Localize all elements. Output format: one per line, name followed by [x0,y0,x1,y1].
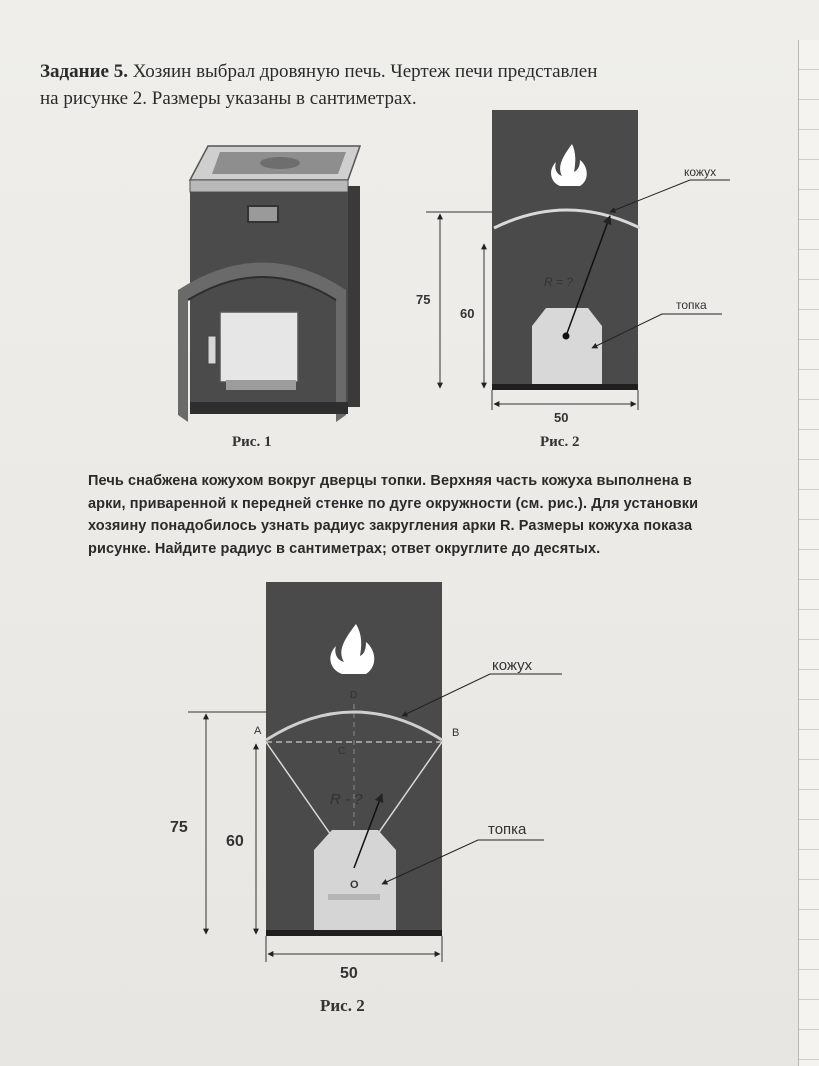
casing-label: кожух [684,165,717,179]
figure-1-caption: Рис. 1 [232,434,272,450]
dim-height-outer: 75 [170,819,188,836]
problem-line-3: хозяину понадобилось узнать радиус закругления арки R. Размеры кожуха показа [88,518,693,534]
problem-line-1: Печь снабжена кожухом вокруг дверцы топки. Верхняя часть кожуха выполнена в [88,473,692,489]
problem-text [88,470,788,560]
figure-2-bottom-caption: Рис. 2 [320,996,365,1015]
figure-2-bottom-drawing [160,576,580,996]
point-b-label: B [452,727,460,739]
firebox [532,308,602,388]
dim-height-outer: 75 [416,292,431,307]
figure-2-top-caption: Рис. 2 [540,434,580,450]
casing-label: кожух [492,657,533,674]
problem-line-4: рисунке. Найдите радиус в сантиметрах; ответ округлите до десятых. [88,540,601,557]
firebox-label: топка [488,821,527,838]
point-c-label: C [338,746,346,757]
dim-width: 50 [340,965,358,982]
firebox-label: топка [676,298,707,312]
dim-height-inner: 60 [226,833,244,850]
point-d-label: D [350,690,358,701]
notebook-page-edge [798,40,819,1066]
figure-2-top-drawing [400,104,740,434]
dim-width: 50 [554,410,569,425]
point-o-label: O [350,879,359,891]
radius-label: R - ? [330,791,363,808]
figure-1-stove [168,140,368,430]
point-a-label: A [254,725,262,737]
radius-label: R = ? [544,275,574,289]
problem-line-2: арки, приваренной к передней стенке по дуге окружности (см. рис.). Для установки [88,495,699,512]
task-number: Задание 5. [40,61,128,82]
dim-height-inner: 60 [460,306,475,321]
task-line-2: на рисунке 2. Размеры указаны в сантиметрах. [40,88,417,109]
task-line-1: Хозяин выбрал дровяную печь. Чертеж печи представлен [127,61,598,82]
